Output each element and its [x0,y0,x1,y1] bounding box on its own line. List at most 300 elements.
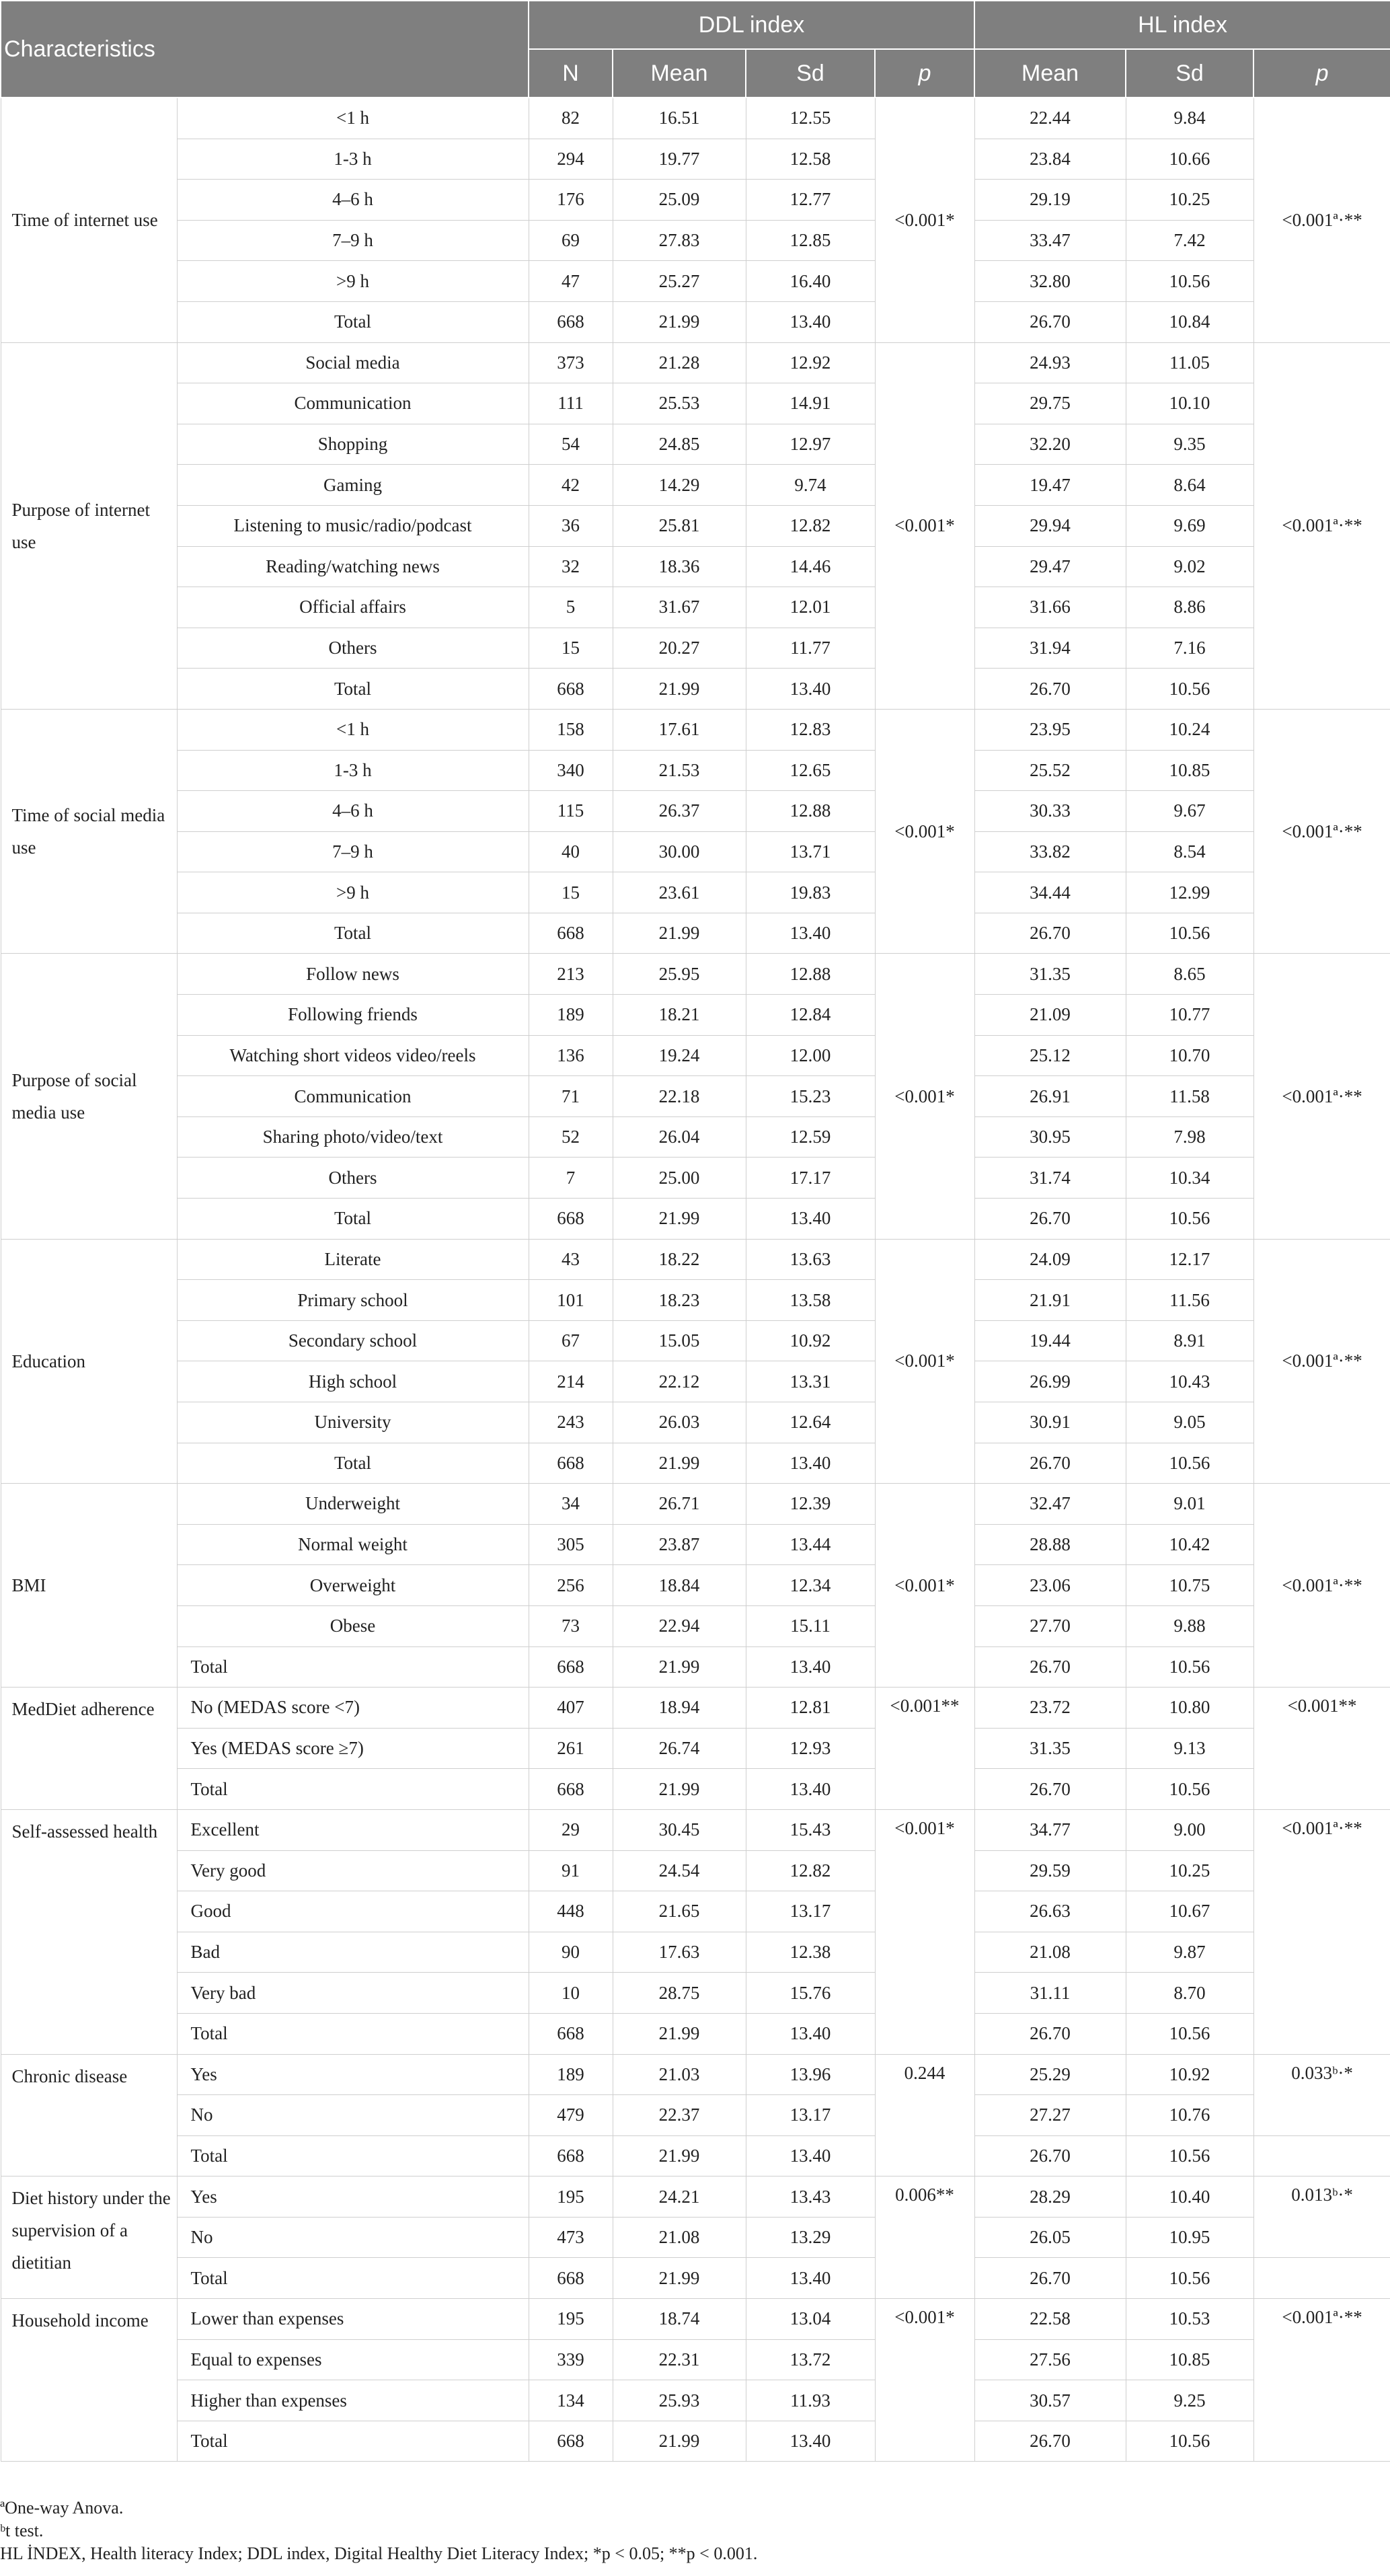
ddl-mean-value: 21.53 [613,750,746,791]
header-row-1 [1,1,1390,49]
ddl-sd-value: 13.29 [746,2217,875,2258]
hl-sd-value: 8.86 [1126,587,1253,628]
ddl-sd-value: 13.04 [746,2299,875,2340]
group-label: Self-assessed health [1,1809,177,2054]
hl-mean-value: 30.95 [974,1116,1126,1158]
ddl-sd-value: 12.92 [746,342,875,383]
ddl-mean-value: 18.36 [613,546,746,587]
table-row [1,139,1390,180]
ddl-sd-value: 15.11 [746,1605,875,1646]
table-row [1,1565,1390,1606]
hl-mean-value: 23.06 [974,1565,1126,1606]
hl-mean-value: 26.70 [974,913,1126,954]
category-label: 7–9 h [177,220,529,261]
hl-mean-value: 21.09 [974,995,1126,1036]
n-value: 473 [529,2217,613,2258]
ddl-mean-value: 26.37 [613,791,746,832]
ddl-sd-value: 13.40 [746,2013,875,2054]
table-row [1,750,1390,791]
hl-sd-value: 8.65 [1126,954,1253,995]
table-row [1,669,1390,710]
ddl-p-value: <0.001** [875,1688,974,1810]
ddl-mean-value: 21.99 [613,1199,746,1240]
category-label: No [177,2095,529,2136]
hl-mean-value: 26.70 [974,2421,1126,2462]
category-label: Equal to expenses [177,2339,529,2380]
table-row [1,2013,1390,2054]
hl-mean-value: 29.47 [974,546,1126,587]
hl-mean-value: 26.70 [974,1646,1126,1688]
ddl-mean-value: 27.83 [613,220,746,261]
hl-mean-value: 26.70 [974,301,1126,342]
ddl-mean-value: 31.67 [613,587,746,628]
hl-p-value: <0.001ª·** [1253,1809,1390,2054]
n-value: 71 [529,1076,613,1117]
category-label: No [177,2217,529,2258]
ddl-sd-value: 19.83 [746,872,875,913]
table-row [1,301,1390,342]
hl-mean-value: 27.56 [974,2339,1126,2380]
category-label: Normal weight [177,1524,529,1565]
ddl-sd-value: 9.74 [746,465,875,506]
ddl-mean-value: 21.65 [613,1891,746,1932]
table-row [1,2054,1390,2095]
table-row [1,546,1390,587]
table-row [1,831,1390,872]
category-label: Follow news [177,954,529,995]
n-value: 67 [529,1320,613,1361]
ddl-mean-value: 22.94 [613,1605,746,1646]
total-label: Total [177,2135,529,2176]
category-label: Watching short videos video/reels [177,1035,529,1076]
n-value: 668 [529,669,613,710]
hl-sd-value: 10.95 [1126,2217,1253,2258]
ddl-mean-value: 21.99 [613,2135,746,2176]
ddl-sd-value: 13.17 [746,2095,875,2136]
n-value: 73 [529,1605,613,1646]
hl-mean-value: 19.47 [974,465,1126,506]
hl-mean-value: 34.77 [974,1809,1126,1850]
table-row [1,180,1390,221]
hl-sd-value: 10.24 [1126,709,1253,750]
hl-mean-value: 27.70 [974,1605,1126,1646]
hl-sd-value: 7.98 [1126,1116,1253,1158]
category-label: Official affairs [177,587,529,628]
ddl-sd-value: 15.76 [746,1973,875,2014]
footnote-a: ªOne-way Anova. [0,2498,124,2517]
ddl-mean-value: 26.04 [613,1116,746,1158]
n-value: 668 [529,1769,613,1810]
table-row [1,1809,1390,1850]
ddl-sd-value: 12.77 [746,180,875,221]
hl-p-value: 0.033ᵇ·* [1253,2054,1390,2135]
hl-sd-value: 10.43 [1126,1361,1253,1402]
hl-mean-value: 31.74 [974,1158,1126,1199]
hl-mean-value: 22.44 [974,98,1126,139]
table-row [1,872,1390,913]
hl-sd-value: 10.34 [1126,1158,1253,1199]
hl-sd-value: 10.66 [1126,139,1253,180]
ddl-mean-value: 25.27 [613,261,746,302]
n-value: 158 [529,709,613,750]
table-row [1,1280,1390,1321]
hl-mean-value: 26.70 [974,1769,1126,1810]
hl-mean-value: 30.91 [974,1402,1126,1443]
hl-p-value: <0.001ª·** [1253,954,1390,1239]
ddl-sd-value: 12.85 [746,220,875,261]
header-n: N [529,49,613,98]
ddl-mean-value: 21.99 [613,2258,746,2299]
table-row [1,424,1390,465]
hl-sd-value: 10.10 [1126,383,1253,424]
ddl-mean-value: 16.51 [613,98,746,139]
ddl-sd-value: 13.31 [746,1361,875,1402]
ddl-mean-value: 18.22 [613,1239,746,1280]
table-row [1,1158,1390,1199]
hl-mean-value: 29.75 [974,383,1126,424]
group-label: Education [1,1239,177,1484]
total-label: Total [177,1769,529,1810]
table-row [1,1850,1390,1891]
ddl-mean-value: 21.99 [613,669,746,710]
ddl-mean-value: 21.99 [613,913,746,954]
hl-sd-value: 10.25 [1126,1850,1253,1891]
hl-mean-value: 26.70 [974,1199,1126,1240]
category-label: Underweight [177,1484,529,1525]
hl-sd-value: 10.84 [1126,301,1253,342]
ddl-sd-value: 12.55 [746,98,875,139]
n-value: 43 [529,1239,613,1280]
n-value: 47 [529,261,613,302]
n-value: 213 [529,954,613,995]
category-label: 1-3 h [177,750,529,791]
n-value: 479 [529,2095,613,2136]
ddl-mean-value: 18.23 [613,1280,746,1321]
group-label: Purpose of internet use [1,342,177,709]
n-value: 339 [529,2339,613,2380]
hl-sd-value: 10.53 [1126,2299,1253,2340]
hl-sd-value: 9.69 [1126,505,1253,546]
ddl-mean-value: 19.24 [613,1035,746,1076]
category-label: Shopping [177,424,529,465]
hl-p-value: 0.013ᵇ·* [1253,2176,1390,2258]
table-row [1,1443,1390,1484]
ddl-mean-value: 24.54 [613,1850,746,1891]
ddl-p-value: <0.001* [875,1239,974,1484]
n-value: 340 [529,750,613,791]
hl-sd-value: 10.42 [1126,1524,1253,1565]
category-label: Obese [177,1605,529,1646]
n-value: 668 [529,1646,613,1688]
n-value: 32 [529,546,613,587]
n-value: 256 [529,1565,613,1606]
hl-mean-value: 26.05 [974,2217,1126,2258]
header-sd-hl: Sd [1126,49,1253,98]
hl-p-value: <0.001ª·** [1253,98,1390,342]
footnote-b: ᵇt test. [0,2521,44,2540]
category-label: Higher than expenses [177,2380,529,2421]
n-value: 69 [529,220,613,261]
ddl-sd-value: 13.40 [746,669,875,710]
table-row [1,954,1390,995]
category-label: >9 h [177,872,529,913]
category-label: University [177,1402,529,1443]
table-row [1,1320,1390,1361]
category-label: Communication [177,383,529,424]
hl-sd-value: 10.56 [1126,1646,1253,1688]
n-value: 668 [529,1199,613,1240]
table-row [1,2339,1390,2380]
table-row [1,2095,1390,2136]
ddl-mean-value: 17.61 [613,709,746,750]
ddl-mean-value: 24.85 [613,424,746,465]
ddl-mean-value: 22.18 [613,1076,746,1117]
table-row [1,2176,1390,2218]
n-value: 15 [529,872,613,913]
hl-mean-value: 31.66 [974,587,1126,628]
hl-sd-value: 9.00 [1126,1809,1253,1850]
ddl-sd-value: 12.01 [746,587,875,628]
table-row [1,709,1390,750]
hl-mean-value: 25.29 [974,2054,1126,2095]
hl-sd-value: 10.56 [1126,669,1253,710]
hl-sd-value: 10.56 [1126,2258,1253,2299]
table-row [1,791,1390,832]
ddl-mean-value: 25.53 [613,383,746,424]
category-label: Social media [177,342,529,383]
n-value: 134 [529,2380,613,2421]
ddl-p-value: <0.001* [875,1484,974,1688]
ddl-sd-value: 11.93 [746,2380,875,2421]
hl-mean-value: 32.80 [974,261,1126,302]
hl-sd-value: 10.56 [1126,2135,1253,2176]
ddl-mean-value: 15.05 [613,1320,746,1361]
total-label: Total [177,913,529,954]
category-label: >9 h [177,261,529,302]
group-label: Time of social media use [1,709,177,954]
table-row [1,1688,1390,1729]
ddl-mean-value: 19.77 [613,139,746,180]
table-body [1,98,1390,2462]
table-row [1,2299,1390,2340]
hl-sd-value: 9.67 [1126,791,1253,832]
hl-sd-value: 10.56 [1126,1443,1253,1484]
hl-mean-value: 25.52 [974,750,1126,791]
hl-sd-value: 9.05 [1126,1402,1253,1443]
ddl-sd-value: 15.43 [746,1809,875,1850]
hl-mean-value: 32.20 [974,424,1126,465]
n-value: 136 [529,1035,613,1076]
table-row [1,1524,1390,1565]
ddl-sd-value: 13.40 [746,1199,875,1240]
hl-sd-value: 10.76 [1126,2095,1253,2136]
category-label: 4–6 h [177,180,529,221]
hl-mean-value: 26.99 [974,1361,1126,1402]
hl-mean-value: 30.33 [974,791,1126,832]
total-label: Total [177,1443,529,1484]
hl-mean-value: 28.29 [974,2176,1126,2218]
n-value: 176 [529,180,613,221]
table-row [1,1239,1390,1280]
table-row [1,1035,1390,1076]
n-value: 668 [529,2421,613,2462]
ddl-sd-value: 13.40 [746,2135,875,2176]
category-label: Lower than expenses [177,2299,529,2340]
hl-mean-value: 25.12 [974,1035,1126,1076]
category-label: Overweight [177,1565,529,1606]
category-label: Gaming [177,465,529,506]
hl-sd-value: 9.01 [1126,1484,1253,1525]
hl-mean-value: 26.70 [974,1443,1126,1484]
table-row [1,383,1390,424]
category-label: Others [177,628,529,669]
hl-sd-value: 8.64 [1126,465,1253,506]
total-label: Total [177,2421,529,2462]
hl-mean-value: 34.44 [974,872,1126,913]
hl-sd-value: 10.80 [1126,1688,1253,1729]
hl-sd-value: 9.87 [1126,1932,1253,1973]
ddl-p-value: 0.244 [875,2054,974,2176]
ddl-mean-value: 21.99 [613,2013,746,2054]
ddl-sd-value: 12.81 [746,1688,875,1729]
ddl-mean-value: 21.03 [613,2054,746,2095]
n-value: 91 [529,1850,613,1891]
hl-sd-value: 11.05 [1126,342,1253,383]
ddl-mean-value: 14.29 [613,465,746,506]
ddl-mean-value: 25.00 [613,1158,746,1199]
ddl-sd-value: 13.43 [746,2176,875,2218]
hl-sd-value: 10.40 [1126,2176,1253,2218]
category-label: Bad [177,1932,529,1973]
category-label: <1 h [177,98,529,139]
ddl-p-value: <0.001* [875,342,974,709]
category-label: Excellent [177,1809,529,1850]
table-row [1,465,1390,506]
hl-mean-value: 26.70 [974,2135,1126,2176]
n-value: 101 [529,1280,613,1321]
n-value: 15 [529,628,613,669]
n-value: 668 [529,2135,613,2176]
hl-p-value: <0.001ª·** [1253,342,1390,709]
hl-mean-value: 26.70 [974,2258,1126,2299]
n-value: 54 [529,424,613,465]
hl-mean-value: 23.95 [974,709,1126,750]
group-label: Time of internet use [1,98,177,342]
hl-mean-value: 21.08 [974,1932,1126,1973]
ddl-mean-value: 21.99 [613,301,746,342]
table-row [1,1199,1390,1240]
ddl-mean-value: 21.28 [613,342,746,383]
hl-sd-value: 8.91 [1126,1320,1253,1361]
hl-sd-value: 10.75 [1126,1565,1253,1606]
n-value: 40 [529,831,613,872]
ddl-sd-value: 14.46 [746,546,875,587]
table-row [1,2217,1390,2258]
n-value: 668 [529,2013,613,2054]
n-value: 189 [529,995,613,1036]
category-label: Communication [177,1076,529,1117]
hl-sd-value: 10.56 [1126,261,1253,302]
category-label: Following friends [177,995,529,1036]
table-footnotes [0,2497,757,2565]
ddl-sd-value: 12.93 [746,1728,875,1769]
group-label: Chronic disease [1,2054,177,2176]
category-label: No (MEDAS score <7) [177,1688,529,1729]
ddl-sd-value: 12.84 [746,995,875,1036]
total-label: Total [177,669,529,710]
hl-mean-value: 29.94 [974,505,1126,546]
n-value: 305 [529,1524,613,1565]
n-value: 7 [529,1158,613,1199]
table-row [1,913,1390,954]
hl-sd-value: 11.56 [1126,1280,1253,1321]
ddl-mean-value: 30.00 [613,831,746,872]
ddl-sd-value: 12.82 [746,505,875,546]
category-label: Sharing photo/video/text [177,1116,529,1158]
hl-mean-value: 24.93 [974,342,1126,383]
ddl-sd-value: 13.40 [746,1646,875,1688]
ddl-p-value: <0.001* [875,709,974,954]
table-row [1,1932,1390,1973]
ddl-sd-value: 11.77 [746,628,875,669]
hl-sd-value: 10.56 [1126,1199,1253,1240]
table-row [1,1402,1390,1443]
ddl-mean-value: 30.45 [613,1809,746,1850]
ddl-sd-value: 12.58 [746,139,875,180]
ddl-mean-value: 18.74 [613,2299,746,2340]
hl-mean-value: 21.91 [974,1280,1126,1321]
ddl-sd-value: 13.63 [746,1239,875,1280]
n-value: 214 [529,1361,613,1402]
hl-mean-value: 31.35 [974,954,1126,995]
hl-mean-value: 29.19 [974,180,1126,221]
hl-mean-value: 26.91 [974,1076,1126,1117]
table-row [1,2258,1390,2299]
hl-sd-value: 10.56 [1126,1769,1253,1810]
hl-sd-value: 10.25 [1126,180,1253,221]
hl-sd-value: 12.99 [1126,872,1253,913]
ddl-sd-value: 12.83 [746,709,875,750]
category-label: Very good [177,1850,529,1891]
hl-p-value: <0.001ª·** [1253,2299,1390,2462]
hl-mean-value: 23.84 [974,139,1126,180]
ddl-mean-value: 23.87 [613,1524,746,1565]
category-label: Literate [177,1239,529,1280]
hl-sd-value: 8.70 [1126,1973,1253,2014]
ddl-sd-value: 17.17 [746,1158,875,1199]
hl-p-value: <0.001ª·** [1253,1239,1390,1484]
ddl-mean-value: 20.27 [613,628,746,669]
ddl-mean-value: 21.99 [613,1443,746,1484]
n-value: 34 [529,1484,613,1525]
hl-sd-value: 10.56 [1126,913,1253,954]
ddl-mean-value: 22.12 [613,1361,746,1402]
ddl-mean-value: 22.31 [613,2339,746,2380]
table-row [1,1605,1390,1646]
hl-sd-value: 9.88 [1126,1605,1253,1646]
category-label: 1-3 h [177,139,529,180]
hl-mean-value: 26.70 [974,2013,1126,2054]
hl-mean-value: 22.58 [974,2299,1126,2340]
hl-p-value: <0.001ª·** [1253,1484,1390,1688]
hl-mean-value: 26.63 [974,1891,1126,1932]
ddl-sd-value: 13.40 [746,1443,875,1484]
hl-p-value: <0.001ª·** [1253,709,1390,954]
table-row [1,587,1390,628]
ddl-sd-value: 12.88 [746,791,875,832]
n-value: 668 [529,2258,613,2299]
table-row [1,505,1390,546]
